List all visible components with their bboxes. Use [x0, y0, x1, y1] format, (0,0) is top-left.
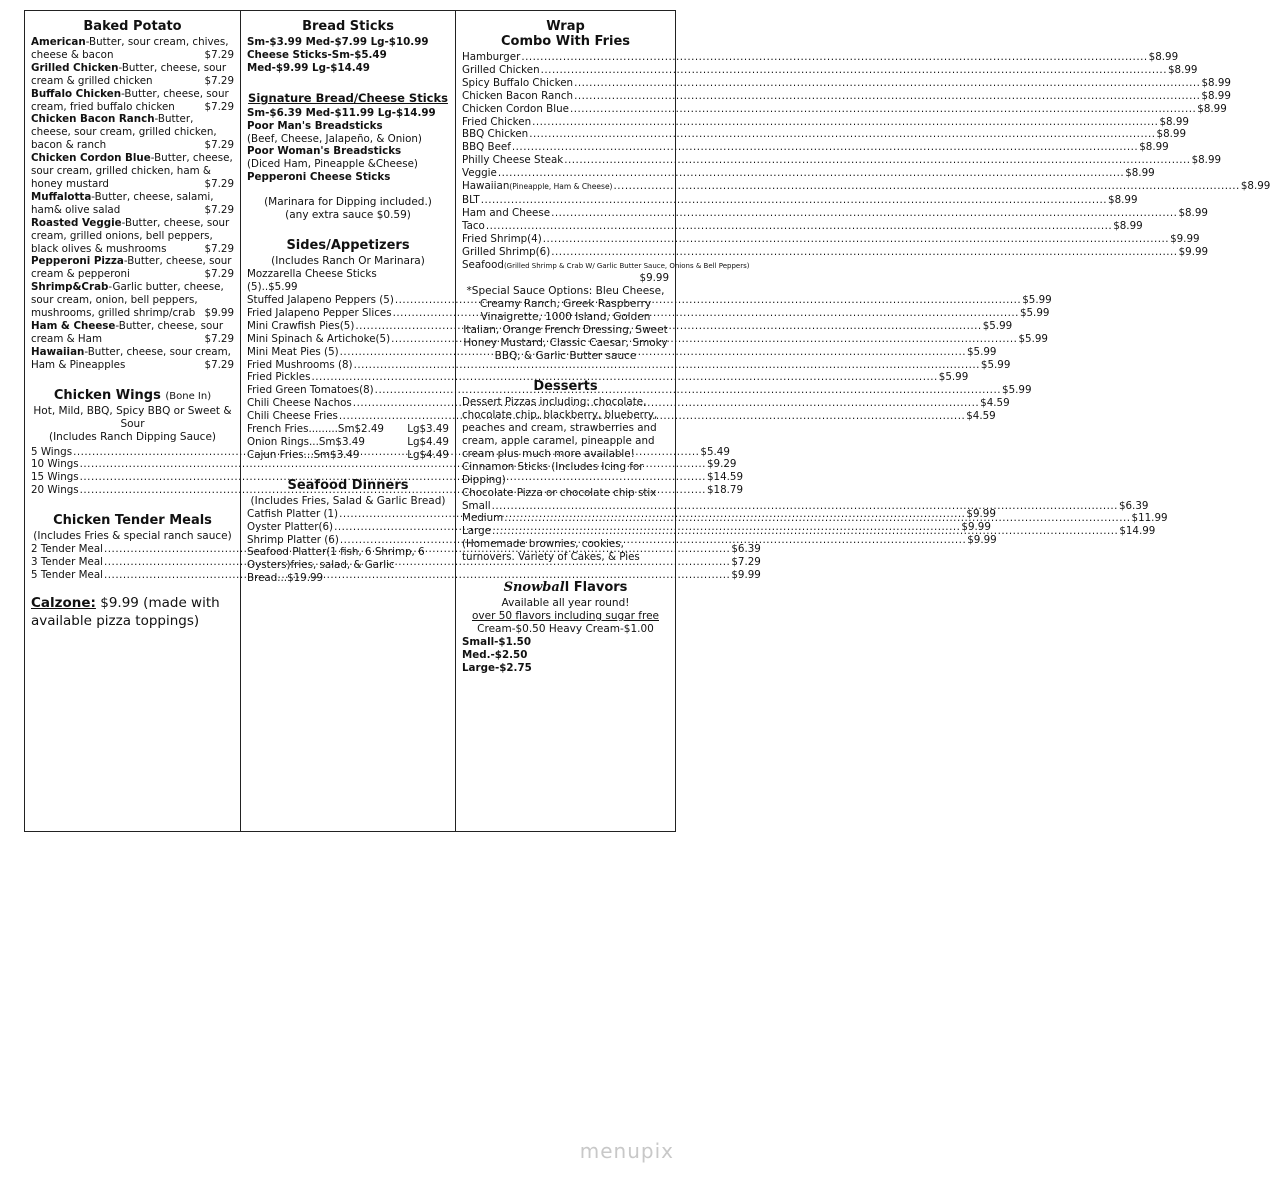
seafood-note: (Includes Fries, Salad & Garlic Bread) [250, 494, 446, 507]
dessert-size-price: $6.39 [1118, 499, 1149, 512]
chicken-wings-heading [31, 388, 234, 403]
wrap-item-label: Veggie [462, 167, 497, 180]
signature-item-name [247, 145, 449, 158]
baked-potato-desc: -Butter, sour cream, chives, cheese & bacon [31, 36, 229, 61]
dessert-size-name: Small [462, 499, 491, 512]
wrap-item-price: $9.99 [1170, 232, 1200, 245]
wrap-item-label: Ham and Cheese [462, 206, 551, 219]
calzone-line [31, 594, 234, 630]
signature-price-line: Sm-$6.39 Med-$11.99 Lg-$14.99 [247, 106, 436, 119]
side-item-name: Onion Rings...Sm$3.49 [247, 435, 365, 448]
tender-item-name: 2 Tender Meal [31, 543, 103, 556]
wrap-item-label: Grilled Chicken [462, 63, 540, 76]
baked-potato-desc: -Butter, cheese, sour cream, grilled chicken, bacon & ranch [31, 113, 217, 152]
wing-item-name: 10 Wings [31, 458, 79, 471]
side-item-price: Lg$4.49 [407, 435, 449, 448]
wrap-item-price: $8.99 [1191, 154, 1222, 167]
baked-potato-item [31, 217, 234, 256]
wrap-item-name [462, 167, 497, 180]
wrap-item-price: $8.99 [1167, 63, 1198, 76]
wrap-item-price: $8.99 [1125, 167, 1155, 180]
wing-item [31, 458, 737, 471]
marinara-note: (Marinara for Dipping included.) [264, 196, 432, 209]
wrap-item-label: Philly Cheese Steak [462, 154, 564, 167]
side-item [247, 332, 1048, 346]
baked-potato-desc: -Butter, cheese, sour cream, grilled onions, bell peppers, black olives & mushrooms [31, 216, 230, 255]
dot-leader [541, 64, 1167, 77]
seafood-item-price: $9.99 [966, 507, 996, 520]
dot-leader [498, 167, 1124, 180]
wrap-item-label: Hawaiian [462, 180, 510, 193]
side-item [247, 449, 449, 462]
tender-item-name: 3 Tender Meal [31, 556, 103, 569]
side-item-price: $5.99 [938, 371, 969, 384]
wrap-item [462, 245, 1209, 259]
baked-potato-desc: -Butter, cheese, salami, ham& olive salad [31, 190, 214, 216]
signature-item-title: Poor Woman's Breadsticks [247, 145, 402, 158]
cheese-sticks-prices [247, 49, 449, 75]
baked-potato-item [31, 36, 234, 62]
baked-potato-item [31, 62, 234, 88]
seafood-wrap-label: Seafood [462, 258, 504, 271]
baked-potato-desc: -Butter, cheese, sour cream, Ham & Pineapples [31, 345, 231, 371]
baked-potato-price: $7.29 [204, 74, 234, 87]
signature-item-desc: (Beef, Cheese, Jalapeño, & Onion) [247, 132, 422, 145]
baked-potato-price: $7.29 [204, 139, 234, 152]
wrap-item-label: BLT [462, 193, 480, 206]
side-item [247, 371, 969, 384]
seafood-wrap-price: $9.99 [639, 272, 669, 285]
special-sauce-options: *Special Sauce Options: Bleu Cheese, Creamy Ranch, Greek Raspberry Vinaigrette, 1000 Island, Golden Italian, Orange French Dressing, Sweet Honey Mustard, Classic Caesar, Smoky BBQ, & Garlic Butter sauce [463, 285, 668, 363]
side-item [247, 410, 996, 423]
wing-item-price: $5.49 [700, 445, 730, 458]
wrap-item [462, 63, 1198, 77]
side-item-price: $5.99 [1022, 293, 1052, 306]
baked-potato-price: $9.99 [204, 307, 234, 320]
wrap-list [462, 51, 1270, 259]
seafood-item-name: Shrimp Platter (6) [247, 533, 339, 546]
baked-potato-name: Hawaiian [31, 345, 85, 358]
homemade-note: (Homemade brownies, cookies, turnovers. Variety of Cakes, & Pies [462, 538, 640, 564]
side-item-name: French Fries.........Sm$2.49 [247, 423, 384, 436]
seafood-item-name: Oyster Platter(6) [247, 520, 334, 533]
wrap-item-price: $8.99 [1159, 115, 1189, 128]
snowball-title-script: Snowbal [503, 580, 565, 596]
wrap-item-price: $8.99 [1108, 193, 1138, 206]
dot-leader [492, 500, 1118, 513]
seafood-item-price: $9.99 [961, 520, 991, 533]
baked-potato-name: Shrimp&Crab [31, 281, 109, 294]
side-item [247, 306, 1050, 320]
chocolate-pizza: Chocolate Pizza or chocolate chip stix [462, 486, 657, 499]
wrap-item-name [462, 103, 569, 116]
wrap-item-name [462, 64, 540, 77]
side-item-price: $4.59 [966, 410, 996, 423]
wrap-item-label: Fried Shrimp(4) [462, 232, 542, 245]
signature-prices [247, 107, 449, 120]
baked-potato-name: Ham & Cheese [31, 319, 116, 332]
baked-potato-price: $7.29 [204, 177, 234, 190]
wrap-heading: Wrap [546, 19, 585, 34]
baked-potato-desc: -Garlic butter, cheese, sour cream, onion, bell peppers, mushrooms, grilled shrimp/crab [31, 281, 224, 320]
baked-potato-item [31, 281, 234, 320]
side-item [247, 293, 1052, 307]
side-item-name: Fried Green Tomatoes(8) [247, 384, 374, 397]
baked-potato-item [31, 152, 234, 191]
wrap-item-label: Grilled Shrimp(6) [462, 245, 551, 258]
seafood-item-price: $9.99 [967, 533, 997, 546]
tender-item-price: $9.99 [731, 569, 761, 581]
dot-leader [504, 512, 1130, 525]
signature-item-title: Poor Man's Breadsticks [247, 119, 383, 132]
baked-potato-price: $7.29 [204, 100, 234, 113]
baked-potato-name: Buffalo Chicken [31, 87, 122, 100]
signature-heading: Signature Bread/Cheese Sticks [248, 90, 448, 105]
wrap-item [462, 219, 1143, 233]
baked-potato-name: Chicken Cordon Blue [31, 152, 151, 165]
signature-item-name [247, 120, 449, 133]
snowball-sizes [462, 636, 669, 675]
side-item-price: $5.99 [982, 319, 1013, 332]
wing-flavors: Hot, Mild, BBQ, Spicy BBQ or Sweet & Sour [33, 404, 232, 430]
signature-item-name [247, 171, 449, 184]
wing-item-name: 5 Wings [31, 445, 73, 458]
side-item-price: $5.99 [1019, 306, 1050, 319]
wrap-item-name [462, 77, 573, 90]
wrap-item-price: $8.99 [1139, 141, 1169, 154]
baked-potato-heading: Baked Potato [83, 19, 182, 34]
wrap-item-label: Hamburger [462, 51, 521, 63]
tender-item [31, 569, 761, 582]
wrap-item [462, 115, 1189, 129]
wrap-item-name [462, 180, 613, 194]
dot-leader [564, 154, 1190, 167]
extra-sauce-note: (any extra sauce $0.59) [285, 209, 411, 222]
signature-item-desc: (Diced Ham, Pineapple &Cheese) [247, 158, 418, 171]
seafood-item [247, 533, 997, 547]
snowball-flavor-count: over 50 flavors including sugar free [471, 610, 659, 623]
wing-item-price: $18.79 [706, 484, 743, 497]
snowball-available: Available all year round! [501, 597, 630, 610]
dot-leader [570, 103, 1196, 116]
wrap-item [462, 102, 1227, 116]
tender-item-price: $6.39 [731, 543, 761, 556]
side-item [247, 319, 1013, 333]
baked-potato-name: Grilled Chicken [31, 61, 119, 74]
wrap-item-label: Chicken Bacon Ranch [462, 89, 574, 102]
dessert-size-price: $11.99 [1131, 512, 1168, 525]
tender-item-price: $7.29 [731, 556, 761, 569]
tender-note: (Includes Fries & special ranch sauce) [33, 530, 232, 543]
baked-potato-price: $7.29 [204, 332, 234, 345]
dot-leader [521, 51, 1147, 64]
seafood-combo: Seafood Platter(1 fish, 6 Shrimp, 6 Oysters)fries, salad, & Garlic Bread...$19.99 [247, 546, 425, 585]
wrap-item-price: $8.99 [1156, 128, 1187, 141]
wing-item-name: 20 Wings [31, 484, 79, 497]
snowball-cream: Cream-$0.50 Heavy Cream-$1.00 [477, 623, 654, 636]
wrap-item [462, 89, 1231, 103]
wrap-item [462, 167, 1155, 180]
wrap-item-name [462, 154, 563, 167]
menupix-watermark: menupix [579, 1139, 674, 1163]
wrap-item-name [462, 116, 531, 129]
calzone-label: Calzone: [31, 594, 96, 611]
wrap-item [462, 206, 1208, 220]
wrap-subheading: Combo With Fries [500, 34, 631, 49]
wrap-item-price: $8.99 [1148, 51, 1179, 63]
wrap-item-price: $8.99 [1178, 206, 1208, 219]
desserts-heading: Desserts [533, 379, 598, 395]
wrap-item [462, 154, 1222, 167]
dot-leader [492, 525, 1118, 538]
wing-item-price: $14.59 [706, 471, 743, 484]
cinnamon-sticks: Cinnamon Sticks (Includes Icing for Dipping) [462, 460, 644, 486]
wrap-item-price-row [462, 272, 669, 285]
side-item-name: Chili Cheese Nachos [247, 397, 352, 410]
baked-potato-price: $7.29 [204, 358, 234, 371]
baked-potato-desc: -Butter, cheese, sour cream, grilled chicken, ham & honey mustard [31, 152, 233, 190]
wrap-item-label: Taco [462, 219, 485, 232]
dot-leader [529, 128, 1155, 141]
chicken-tender-heading: Chicken Tender Meals [53, 513, 212, 529]
wrap-item-label: Spicy Buffalo Chicken [462, 76, 574, 89]
dessert-size-name: Large [462, 525, 491, 538]
baked-potato-name: Chicken Bacon Ranch [31, 113, 155, 126]
side-item-name: Mini Meat Pies (5) [247, 345, 339, 358]
wrap-item-price: $8.99 [1197, 102, 1227, 115]
wrap-item-price: $8.99 [1201, 89, 1231, 102]
baked-potato-item [31, 255, 234, 281]
tender-item [31, 556, 761, 569]
wrap-item-label: BBQ Chicken [462, 128, 529, 141]
menu-page [24, 10, 1270, 832]
side-item-price: Lg$4.49 [407, 448, 449, 461]
dot-leader [551, 246, 1177, 259]
baked-potato-item [31, 88, 234, 114]
dot-leader [574, 90, 1200, 103]
wrap-item [462, 76, 1231, 90]
wrap-item-name [462, 51, 520, 64]
wrap-item-price: $8.99 [1240, 180, 1270, 193]
side-item-name: Fried Pickles [247, 371, 311, 384]
side-item-name: Mini Crawfish Pies(5) [247, 319, 355, 332]
dessert-size-name: Medium [462, 512, 504, 525]
chicken-wings-note: (Bone In) [165, 390, 212, 402]
seafood-item-name: Catfish Platter (1) [247, 507, 339, 520]
dessert-pizzas: Dessert Pizzas including: chocolate, chocolate chip, blackberry, blueberry, peaches and cream, strawberries and cream, apple caramel, pineapple and cream plus much more available! [462, 396, 658, 460]
wrap-item [462, 128, 1187, 141]
baked-potato-item [31, 320, 234, 346]
dot-leader [481, 194, 1107, 207]
signature-list [247, 120, 449, 185]
wrap-item-name [462, 233, 542, 246]
side-item-name: Fried Mushrooms (8) [247, 358, 353, 371]
side-item-name: Mini Spinach & Artichoke(5) [247, 332, 391, 345]
side-item-name: Cajun Fries...Sm$3.49 [247, 448, 360, 461]
snowball-heading [462, 580, 669, 595]
baked-potato-desc: -Butter, cheese, sour cream, fried buffalo chicken [31, 87, 229, 113]
side-item-price: $4.59 [980, 397, 1010, 410]
baked-potato-item [31, 113, 234, 152]
wrap-item-label: Fried Chicken [462, 115, 532, 128]
dot-leader [574, 77, 1200, 90]
wrap-item-label: BBQ Beef [462, 141, 511, 154]
wrap-item-name [462, 246, 550, 259]
baked-potato-price: $7.29 [204, 203, 234, 216]
baked-potato-item [31, 191, 234, 217]
baked-potato-price: $7.29 [204, 268, 234, 281]
side-item-price: $5.99 [980, 358, 1011, 371]
wrap-item [462, 193, 1138, 207]
baked-potato-name: Pepperoni Pizza [31, 255, 124, 268]
wing-item-price: $9.29 [706, 458, 737, 471]
dot-leader [486, 220, 1112, 233]
baked-potato-price: $7.29 [204, 242, 234, 255]
wrap-item [462, 141, 1169, 154]
wrap-item-name [462, 128, 528, 141]
side-item [247, 345, 997, 359]
side-item [247, 397, 1010, 410]
snowball-size: Med.-$2.50 [462, 649, 528, 661]
baked-potato-desc: -Butter, cheese, sour cream & Ham [31, 319, 224, 345]
baked-potato-price: $7.29 [204, 48, 234, 61]
side-item-name: Chili Cheese Fries [247, 410, 338, 423]
wrap-item-detail: (Pineapple, Ham & Cheese) [509, 182, 613, 192]
wrap-item [462, 180, 1270, 194]
bread-sticks-heading: Bread Sticks [302, 19, 394, 34]
cheese-sticks-price-line: Cheese Sticks-Sm-$5.49 Med-$9.99 Lg-$14.49 [247, 48, 387, 74]
wrap-item-price: $9.99 [1178, 245, 1209, 258]
mozzarella-sticks: Mozzarella Cheese Sticks [247, 268, 377, 281]
side-item-price: $5.99 [1018, 332, 1048, 345]
dot-leader [543, 233, 1169, 246]
wrap-item-name [462, 207, 550, 220]
snowball-size: Large-$2.75 [462, 661, 532, 674]
dessert-size-price: $14.99 [1119, 525, 1156, 538]
dot-leader [551, 207, 1177, 220]
wrap-item [462, 51, 1179, 64]
sides-note: (Includes Ranch Or Marinara) [271, 255, 425, 268]
side-item-price: $5.99 [1002, 384, 1032, 397]
baked-potato-item [31, 346, 234, 372]
bread-sticks-price-line: Sm-$3.99 Med-$7.99 Lg-$10.99 [247, 36, 429, 48]
wrap-item-name [462, 141, 511, 154]
dot-leader [532, 116, 1158, 129]
wrap-item-price: $8.99 [1113, 219, 1143, 232]
wing-sauce-note: (Includes Ranch Dipping Sauce) [48, 430, 217, 443]
baked-potato-list [31, 36, 234, 372]
seafood-heading: Seafood Dinners [287, 477, 409, 493]
baked-potato-name: Roasted Veggie [31, 216, 122, 229]
side-item [247, 436, 449, 449]
baked-potato-desc: -Butter, cheese, sour cream & grilled chicken [31, 61, 227, 87]
wrap-item-name [462, 259, 749, 273]
snowball-size: Small-$1.50 [462, 636, 531, 649]
wrap-item-name [462, 220, 485, 233]
wrap-item [462, 258, 750, 273]
wrap-item-price: $8.99 [1201, 76, 1231, 89]
calzone-text: $9.99 (made with available pizza toppings) [31, 594, 220, 629]
signature-item-title: Pepperoni Cheese Sticks [247, 171, 391, 184]
tender-item-name: 5 Tender Meal [31, 569, 103, 581]
side-item-name: Fried Jalapeno Pepper Slices [247, 306, 392, 319]
wrap-item-label: Chicken Cordon Blue [462, 102, 569, 115]
dot-leader [614, 180, 1240, 194]
baked-potato-name: Muffalotta [31, 190, 92, 203]
sides-heading: Sides/Appetizers [286, 238, 410, 254]
seafood-wrap-desc: (Grilled Shrimp & Crab W/ Garlic Butter Sauce, Onions & Bell Peppers) [503, 261, 750, 270]
wrap-item-name [462, 90, 573, 103]
side-item-name: Stuffed Jalapeno Peppers (5) [247, 293, 394, 306]
wing-item-name: 15 Wings [31, 471, 79, 484]
side-item [247, 358, 1011, 372]
wrap-item [462, 232, 1200, 246]
wrap-item-name [462, 194, 480, 207]
dessert-size [462, 499, 1149, 513]
side-item-price: Lg$3.49 [407, 423, 449, 436]
dot-leader [512, 141, 1138, 154]
side-item [247, 423, 449, 436]
chicken-wings-title: Chicken Wings [53, 387, 161, 403]
bread-sticks-prices [247, 36, 449, 49]
snowball-title-rest: l Flavors [564, 580, 628, 596]
side-item-price: $5.99 [967, 345, 997, 358]
mozzarella-price: (5)..$5.99 [247, 281, 298, 294]
baked-potato-desc: -Butter, cheese, sour cream & pepperoni [31, 255, 232, 281]
baked-potato-name: American [31, 36, 86, 48]
